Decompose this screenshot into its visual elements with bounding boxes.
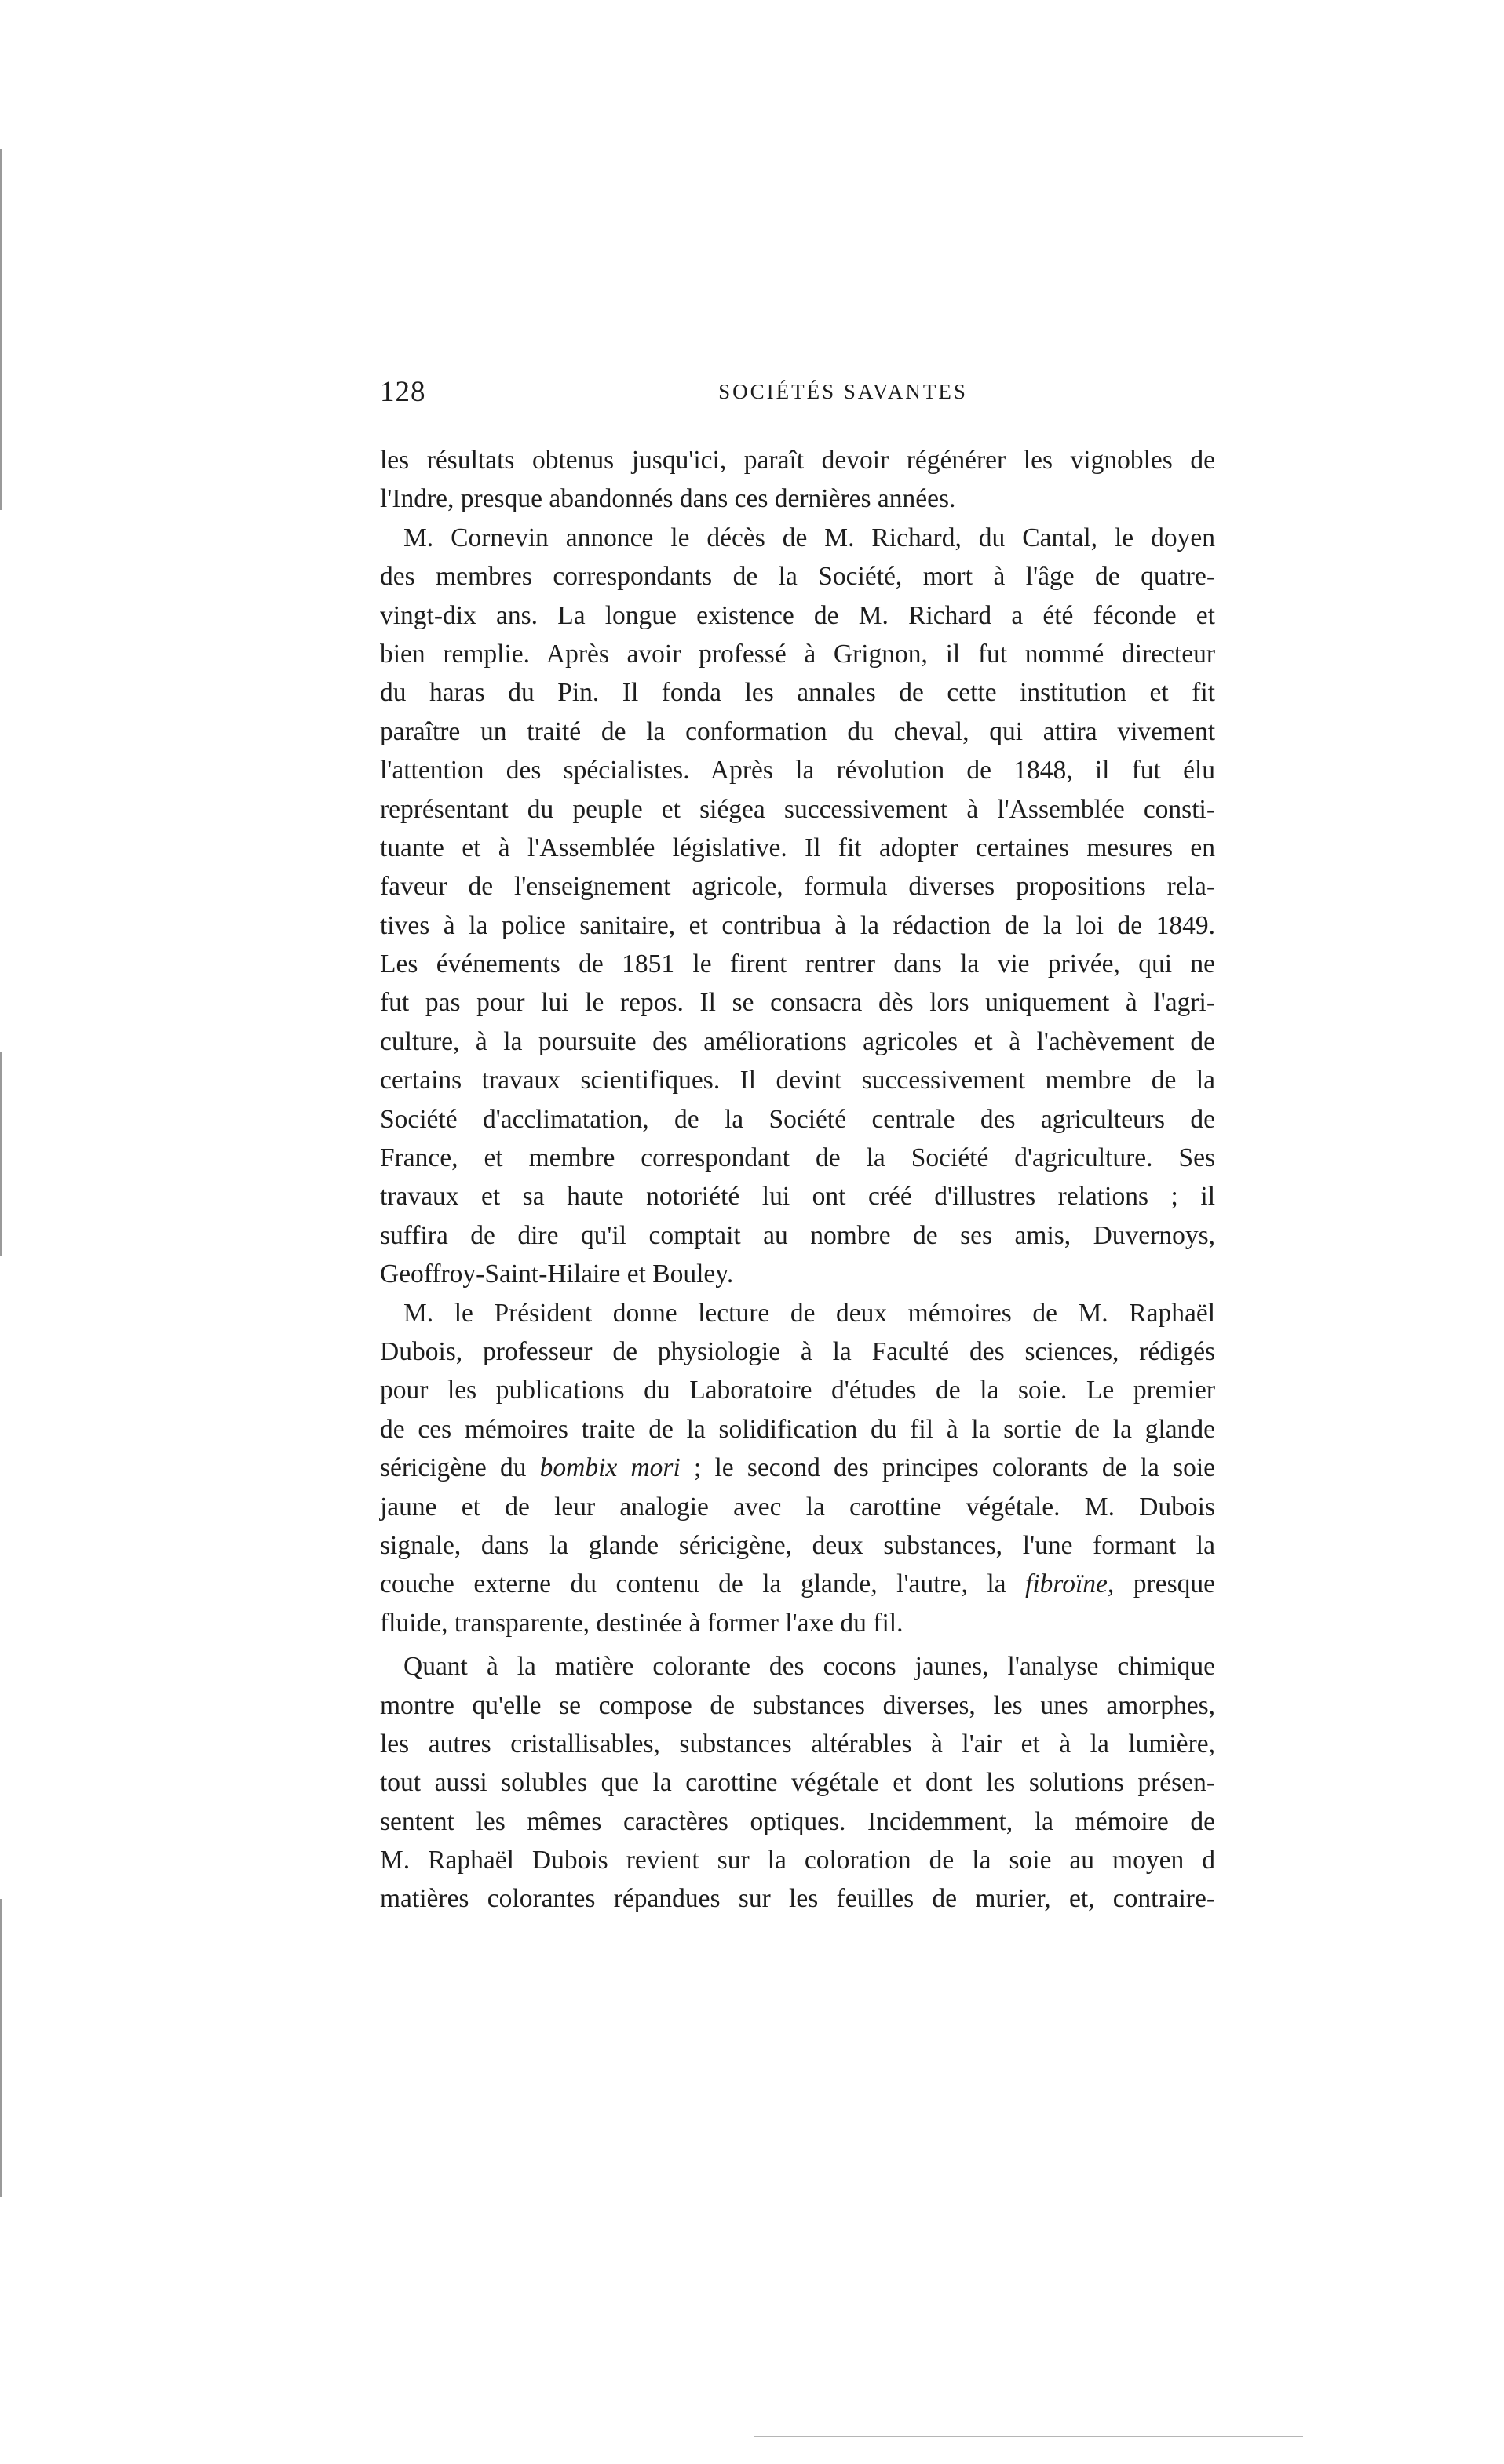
text-line: les autres cristallisables, substances altérables à l'air et à la lumière, [380, 1729, 1215, 1759]
text-line: matières colorantes répandues sur les feuilles de murier, et, contraire- [380, 1884, 1215, 1914]
page-number: 128 [380, 376, 426, 408]
text-line: pour les publications du Laboratoire d'études de la soie. Le premier [380, 1376, 1215, 1405]
text-line: des membres correspondants de la Société, mort à l'âge de quatre- [380, 562, 1215, 592]
text-line: fluide, transparente, destinée à former l'axe du fil. [380, 1608, 903, 1638]
left-scan-edge [0, 1899, 2, 2197]
text-line: Geoffroy-Saint-Hilaire et Bouley. [380, 1259, 734, 1289]
text-line: travaux et sa haute notoriété lui ont créé d'illustres relations ; il [380, 1182, 1215, 1212]
text-line: les résultats obtenus jusqu'ici, paraît devoir régénérer les vignobles de [380, 446, 1215, 475]
text-line: Société d'acclimatation, de la Société centrale des agriculteurs de [380, 1104, 1215, 1134]
text-line: vingt-dix ans. La longue existence de M. Richard a été féconde et [380, 600, 1215, 630]
text-line: de ces mémoires traite de la solidification du fil à la sortie de la glande [380, 1414, 1215, 1444]
text-line: représentant du peuple et siégea successivement à l'Assemblée consti- [380, 794, 1215, 824]
page-header [380, 375, 1215, 422]
text-line: du haras du Pin. Il fonda les annales de cette institution et fit [380, 678, 1215, 708]
body-text [380, 441, 1215, 1919]
text-line: bien remplie. Après avoir professé à Grignon, il fut nommé directeur [380, 639, 1215, 669]
text-line: Les événements de 1851 le firent rentrer dans la vie privée, qui ne [380, 950, 1215, 979]
text-line: jaune et de leur analogie avec la carottine végétale. M. Dubois [380, 1492, 1215, 1522]
text-line: fut pas pour lui le repos. Il se consacra dès lors uniquement à l'agri- [380, 988, 1215, 1018]
text-line: tout aussi solubles que la carottine végétale et dont les solutions présen- [380, 1768, 1215, 1798]
italic-term: fibroïne [1025, 1569, 1108, 1599]
text-line: couche externe du contenu de la glande, l'autre, la fibroïne, presque [380, 1569, 1215, 1599]
text-line: montre qu'elle se compose de substances diverses, les unes amorphes, [380, 1690, 1215, 1720]
text-line: faveur de l'enseignement agricole, formula diverses propositions rela- [380, 872, 1215, 902]
left-scan-edge [0, 1052, 2, 1256]
text-line: signale, dans la glande séricigène, deux substances, l'une formant la [380, 1530, 1215, 1560]
bottom-scan-rule [754, 2436, 1303, 2437]
text-line: certains travaux scientifiques. Il devint successivement membre de la [380, 1066, 1215, 1095]
text-line: M. Raphaël Dubois revient sur la coloration de la soie au moyen d [380, 1846, 1215, 1875]
text-line: Dubois, professeur de physiologie à la Faculté des sciences, rédigés [380, 1336, 1215, 1366]
text-line: France, et membre correspondant de la Société d'agriculture. Ses [380, 1143, 1215, 1173]
text-line: séricigène du bombix mori ; le second des principes colorants de la soie [380, 1453, 1216, 1483]
text-line: tives à la police sanitaire, et contribua à la rédaction de la loi de 1849. [380, 910, 1215, 940]
italic-term: bombix mori [539, 1453, 681, 1483]
text-line: paraître un traité de la conformation du cheval, qui attira vivement [380, 716, 1215, 746]
text-line: l'attention des spécialistes. Après la révolution de 1848, il fut élu [380, 756, 1215, 785]
text-line: sentent les mêmes caractères optiques. Incidemment, la mémoire de [380, 1806, 1215, 1836]
text-line: tuante et à l'Assemblée législative. Il fit adopter certaines mesures en [380, 833, 1215, 862]
running-title: SOCIÉTÉS SAVANTES [718, 380, 968, 403]
text-line: l'Indre, presque abandonnés dans ces dernières années. [380, 484, 956, 514]
text-line: M. le Président donne lecture de deux mémoires de M. Raphaël [403, 1298, 1215, 1328]
text-line: suffira de dire qu'il comptait au nombre de ses amis, Duvernoys, [380, 1220, 1215, 1250]
text-line: culture, à la poursuite des améliorations agricoles et à l'achèvement de [380, 1026, 1215, 1056]
text-line: Quant à la matière colorante des cocons jaunes, l'analyse chimique [403, 1652, 1215, 1682]
text-line: M. Cornevin annonce le décès de M. Richard, du Cantal, le doyen [403, 523, 1215, 552]
left-scan-edge [0, 149, 2, 510]
